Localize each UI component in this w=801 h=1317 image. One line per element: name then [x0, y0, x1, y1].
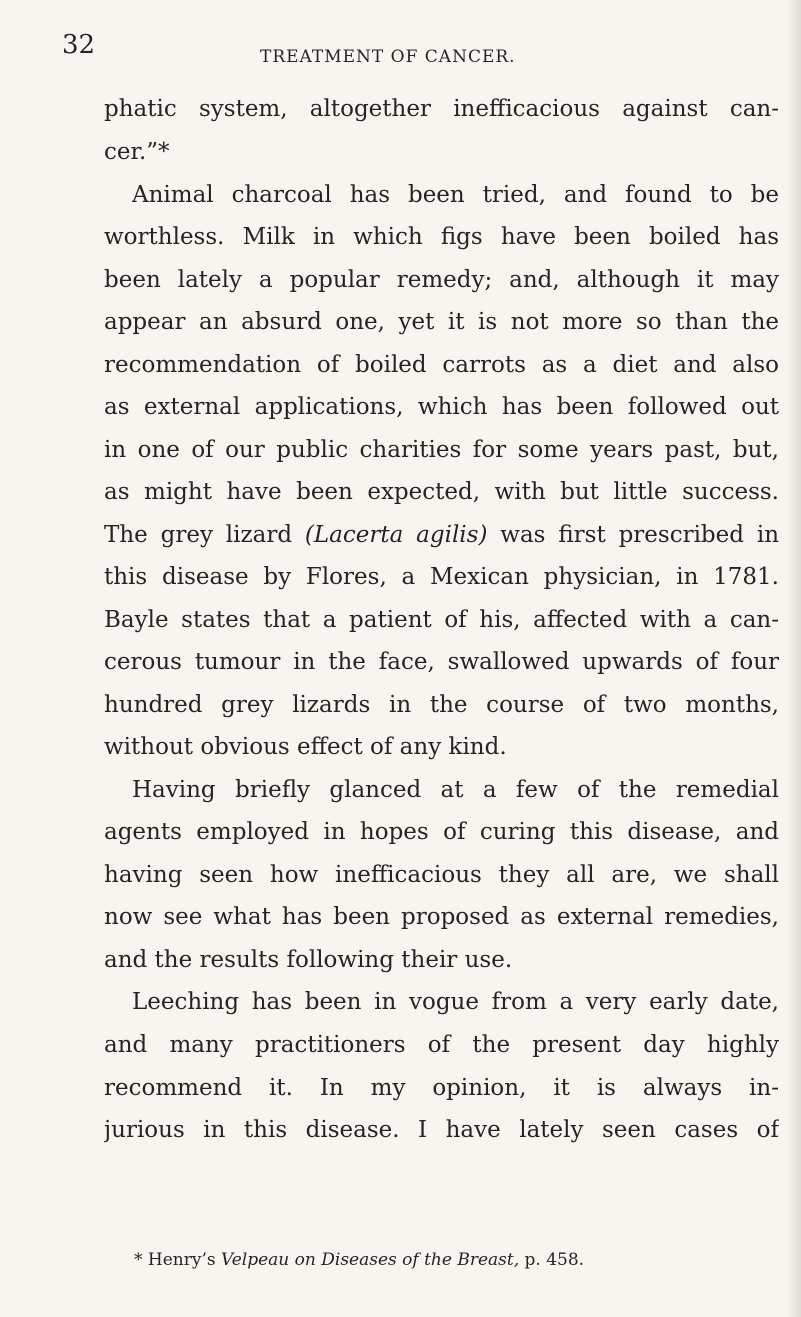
text-line: jurious in this disease. I have lately seen cases of	[104, 1117, 779, 1143]
running-title: TREATMENT OF CANCER.	[260, 47, 516, 67]
text-line: without obvious effect of any kind.	[104, 734, 507, 760]
text-segment: was first prescribed in	[487, 522, 779, 548]
text-line: appear an absurd one, yet it is not more so than the	[104, 309, 779, 335]
text-line: and the results following their use.	[104, 947, 513, 973]
text-line-with-species-name	[104, 520, 779, 550]
text-line: cer.”*	[104, 139, 170, 165]
species-name: (Lacerta agilis)	[304, 522, 488, 548]
footnote-page-ref: p. 458.	[524, 1250, 585, 1270]
footnote	[134, 1249, 779, 1271]
text-line: Animal charcoal has been tried, and found to be	[132, 182, 779, 208]
page-edge-shadow	[787, 0, 801, 1317]
text-line: in one of our public charities for some years past, but,	[104, 437, 779, 463]
footnote-author: Henry’s	[147, 1250, 216, 1270]
footnote-title: Velpeau on Diseases of the Breast,	[221, 1250, 520, 1270]
text-line: hundred grey lizards in the course of two months,	[104, 692, 779, 718]
text-line: recommendation of boiled carrots as a diet and also	[104, 352, 779, 378]
text-line: as external applications, which has been followed out	[104, 394, 779, 420]
text-line: worthless. Milk in which figs have been boiled has	[104, 224, 779, 250]
text-line: having seen how inefficacious they all are, we shall	[104, 862, 779, 888]
page-number: 32	[62, 30, 96, 60]
text-line: and many practitioners of the present day highly	[104, 1032, 779, 1058]
text-segment: The grey lizard	[104, 522, 305, 548]
text-line: as might have been expected, with but little success.	[104, 479, 779, 505]
text-line: Leeching has been in vogue from a very early date,	[132, 989, 779, 1015]
text-line: this disease by Flores, a Mexican physician, in 1781.	[104, 564, 779, 590]
text-line: recommend it. In my opinion, it is always in-	[104, 1075, 779, 1101]
text-line: Having briefly glanced at a few of the remedial	[132, 777, 779, 803]
text-line: agents employed in hopes of curing this disease, and	[104, 819, 779, 845]
text-line: cerous tumour in the face, swallowed upwards of four	[104, 649, 779, 675]
text-line: been lately a popular remedy; and, although it may	[104, 267, 779, 293]
text-line: phatic system, altogether inefficacious against can-	[104, 96, 779, 122]
footnote-marker: *	[134, 1250, 143, 1270]
text-line: Bayle states that a patient of his, affected with a can-	[104, 607, 779, 633]
text-line: now see what has been proposed as external remedies,	[104, 904, 779, 930]
